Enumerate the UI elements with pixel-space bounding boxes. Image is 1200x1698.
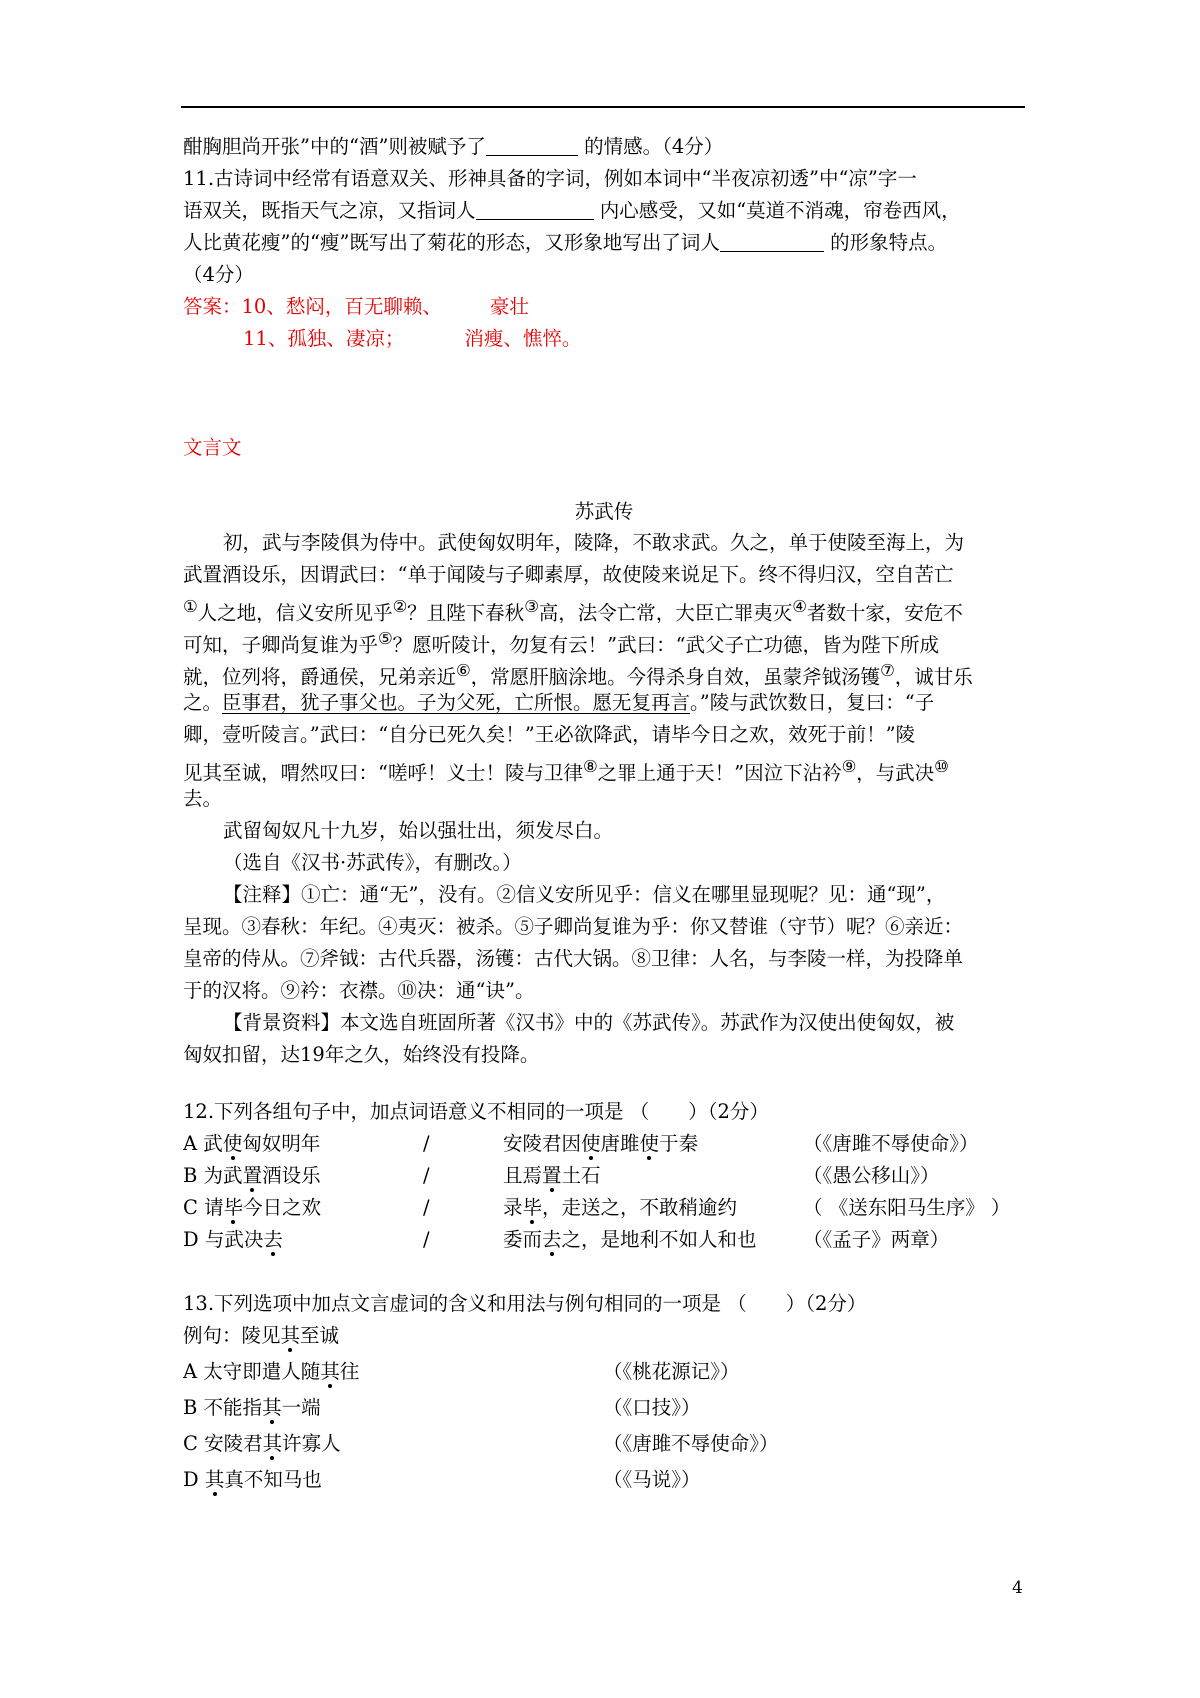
dotted-word: 去 xyxy=(542,1228,562,1251)
q12-option-c: C 请毕今日之欢 / 录毕，走送之，不敢稍逾约 （ 《送东阳马生序》 ） xyxy=(183,1196,1011,1219)
passage-line: 武置酒设乐，因谓武曰：“单于闻陵与子卿素厚，故使陵来说足下。终不得归汉，空自苦亡 xyxy=(183,563,954,586)
dotted-word: 其 xyxy=(280,1324,301,1347)
q12-option-d: D 与武决去 / 委而去之，是地利不如人和也 （《孟子》两章） xyxy=(183,1228,950,1251)
answer-blank xyxy=(476,199,594,220)
passage xyxy=(183,527,1025,1071)
passage-line: 武留匈奴凡十九岁，始以强壮出，须发尽白。 xyxy=(223,819,614,842)
dotted-word: 其 xyxy=(262,1396,282,1419)
header-rule xyxy=(181,106,1025,108)
passage-line: 见其至诚，喟然叹曰：“嗟呼！义士！陵与卫律⑧之罪上通于天！”因泣下沾衿⑨，与武决⑩ xyxy=(183,757,949,783)
footnote-marker: ⑧ xyxy=(583,757,598,776)
q11-line-2: 语双关，既指天气之凉，又指词人 内心感受，又如“莫道不消魂，帘卷西风， xyxy=(183,199,961,222)
dotted-word: 其 xyxy=(320,1360,340,1383)
passage-line: 卿，壹听陵言。”武曰：“自分已死久矣！”王必欲降武，请毕今日之欢，效死于前！”陵 xyxy=(183,723,916,746)
footnote-marker: ② xyxy=(392,597,408,616)
dotted-word: 置 xyxy=(242,1164,263,1187)
q12-option-b: B 为武置酒设乐 / 且焉置土石 （《愚公移山》） xyxy=(183,1164,940,1187)
page-number: 4 xyxy=(1012,1578,1023,1598)
q13-option-a: A 太守即遣人随其往 （《桃花源记》） xyxy=(183,1360,740,1383)
passage-line: 之。臣事君，犹子事父也。子为父死，亡所恨。愿无复再言。”陵与武饮数日，复曰：“子 xyxy=(183,691,935,714)
q13-option-d: D 其真不知马也 （《马说》） xyxy=(183,1468,701,1491)
passage-line: ①人之地，信义安所见乎②？且陛下春秋③高，法令亡常，大臣亡罪夷灭④者数十家，安危不 xyxy=(183,597,963,623)
underlined-sentence: 臣事君，犹子事父也。子为父死，亡所恨。愿无复再言 xyxy=(222,691,691,714)
footnote-marker: ⑤ xyxy=(378,629,393,648)
q13-example: 例句：陵见其至诚 xyxy=(183,1324,340,1347)
dotted-word: 使 xyxy=(581,1132,601,1155)
passage-title: 苏武传 xyxy=(574,500,634,523)
background-line: 匈奴扣留，达19年之久，始终没有投降。 xyxy=(183,1043,540,1066)
underlined-sentence: 之罪上通于天！ xyxy=(597,761,735,783)
notes-line: 【注释】①亡：通“无”，没有。②信义安所见乎：信义在哪里显现呢？见：通“现”， xyxy=(223,883,946,906)
q11-line-3: 人比黄花瘦”的“瘦”既写出了菊花的形态，又形象地写出了词人 的形象特点。 xyxy=(183,231,948,254)
dotted-word: 使 xyxy=(222,1132,243,1155)
q11-line-1: 11.古诗词中经常有语意双关、形神具备的字词，例如本词中“半夜凉初透”中“凉”字一 xyxy=(183,167,917,190)
answer-line-10: 答案：10、愁闷，百无聊赖、 豪壮 xyxy=(183,295,529,318)
q13-option-c: C 安陵君其许寡人 （《唐雎不辱使命》） xyxy=(183,1432,779,1455)
passage-line: 初，武与李陵俱为侍中。武使匈奴明年，陵降，不敢求武。久之，单于使陵至海上，为 xyxy=(223,531,965,554)
answer-blank xyxy=(720,231,824,252)
footnote-marker: ① xyxy=(183,597,198,616)
passage-line: 就，位列将，爵通侯，兄弟亲近⑥，常愿肝脑涂地。今得杀身自效，虽蒙斧钺汤镬⑦，诚甘乐 xyxy=(183,661,973,687)
passage-line: 去。 xyxy=(183,787,223,810)
notes-line: 皇帝的侍从。⑦斧钺：古代兵器，汤镬：古代大锅。⑧卫律：人名，与李陵一样，为投降单 xyxy=(183,947,964,970)
q12-stem: 12.下列各组句子中，加点词语意义不相同的一项是 （ ）（2分） xyxy=(183,1100,769,1123)
footnote-marker: ③ xyxy=(524,597,539,616)
footnote-marker: ⑩ xyxy=(934,757,949,776)
q10-tail-line: 酣胸胆尚开张”中的“酒”则被赋予了 的情感。（4分） xyxy=(183,135,724,158)
section-label: 文言文 xyxy=(183,436,242,459)
dotted-word: 其 xyxy=(204,1468,225,1491)
footnote-marker: ⑨ xyxy=(841,757,857,776)
dotted-word: 去 xyxy=(263,1228,283,1251)
dotted-word: 置 xyxy=(542,1164,562,1187)
footnote-marker: ④ xyxy=(792,597,807,616)
passage-line: 可知，子卿尚复谁为乎⑤？愿听陵计，勿复有云！”武曰：“武父子亡功德，皆为陛下所成 xyxy=(183,629,940,655)
dotted-word: 其 xyxy=(262,1432,283,1455)
dotted-word: 使 xyxy=(639,1132,660,1155)
answer-line-11: 11、孤独、凄凉； 消瘦、憔悴。 xyxy=(243,327,582,350)
footnote-marker: ⑦ xyxy=(880,661,895,680)
background-line: 【背景资料】本文选自班固所著《汉书》中的《苏武传》。苏武作为汉使出使匈奴，被 xyxy=(223,1011,955,1034)
notes-line: 于的汉将。⑨衿：衣襟。⑩决：通“诀”。 xyxy=(183,979,535,1002)
question-13 xyxy=(183,1288,1025,1496)
q13-stem: 13.下列选项中加点文言虚词的含义和用法与例句相同的一项是 （ ）（2分） xyxy=(183,1292,867,1315)
underlined-sentence: 嗟呼！义士！陵与卫律 xyxy=(387,761,583,783)
footnote-marker: ⑥ xyxy=(456,661,471,680)
dotted-word: 毕 xyxy=(522,1196,543,1219)
dotted-word: 毕 xyxy=(223,1196,244,1219)
question-12 xyxy=(183,1096,1025,1256)
passage-source: （选自《汉书·苏武传》，有删改。） xyxy=(223,851,522,874)
q12-option-a: A 武使匈奴明年 / 安陵君因使唐雎使于秦 （《唐雎不辱使命》） xyxy=(183,1132,979,1155)
q11-line-4: （4分） xyxy=(183,263,254,286)
notes-line: 呈现。③春秋：年纪。④夷灭：被杀。⑤子卿尚复谁为乎：你又替谁（守节）呢？⑥亲近： xyxy=(183,915,964,938)
answer-blank xyxy=(486,135,578,156)
question-10-11-block xyxy=(183,131,1025,355)
q13-option-b: B 不能指其一端 （《口技》） xyxy=(183,1396,701,1419)
